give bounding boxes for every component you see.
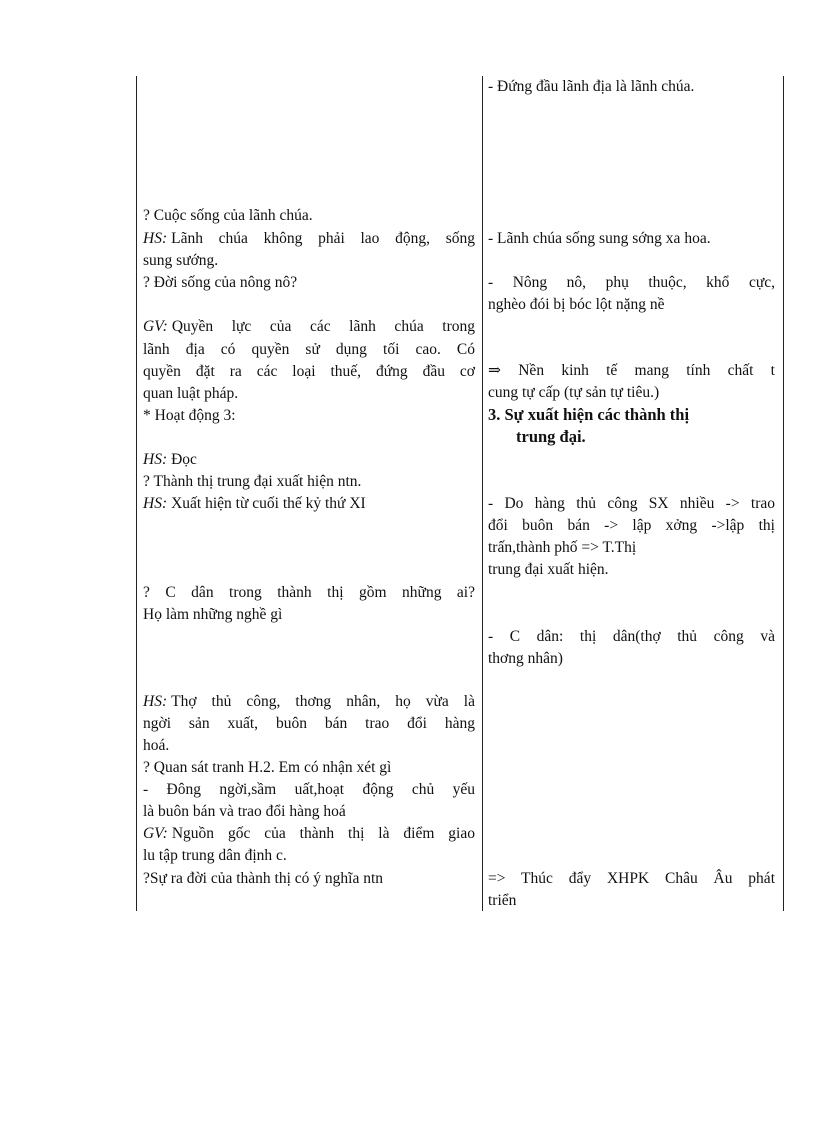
section-heading: 3. Sự xuất hiện các thành thị <box>488 405 690 424</box>
text-line: - Lãnh chúa sống sung sớng xa hoa. <box>488 230 711 247</box>
text-line: lãnh địa có quyền sử dụng tối cao. Có <box>143 341 475 358</box>
line-text: Thợ thủ công, thơng nhân, họ vừa là <box>171 693 475 710</box>
question-line: ?Sự ra đời của thành thị có ý nghĩa ntn <box>143 870 384 887</box>
text-line: => Thúc đẩy XHPK Châu Âu phát <box>488 870 775 887</box>
text-line: - Do hàng thủ công SX nhiều -> trao <box>488 495 775 512</box>
text-line: trung đại xuất hiện. <box>488 561 609 578</box>
text-line: ⇒ Nền kinh tế mang tính chất t <box>488 362 775 379</box>
teacher-note-line <box>143 823 475 845</box>
line-text: Đọc <box>171 451 197 468</box>
section-heading: trung đại. <box>516 427 586 446</box>
hs-label: HS: <box>143 693 168 710</box>
text-line: là buôn bán và trao đổi hàng hoá <box>143 803 346 820</box>
text-line: Họ làm những nghề gì <box>143 606 283 623</box>
text-line: đổi buôn bán -> lập xởng ->lập thị <box>488 517 775 534</box>
text-line: - Nông nô, phụ thuộc, khổ cực, <box>488 274 775 291</box>
line-text: Quyền lực của các lãnh chúa trong <box>171 318 475 335</box>
table-rule-left <box>136 76 137 911</box>
question-line: ? C dân trong thành thị gồm những ai? <box>143 584 475 601</box>
text-line: quan luật pháp. <box>143 385 239 402</box>
text-line: triển <box>488 892 517 909</box>
hs-label: HS: <box>143 451 168 468</box>
text-line: - Đông ngời,sầm uất,hoạt động chủ yếu <box>143 781 475 798</box>
question-line: ? Thành thị trung đại xuất hiện ntn. <box>143 473 362 490</box>
text-line: cung tự cấp (tự sản tự tiêu.) <box>488 384 660 401</box>
student-answer-line <box>143 691 475 713</box>
gv-label: GV: <box>143 318 168 335</box>
question-serf-life: ? Đời sống của nông nô? <box>143 274 298 291</box>
gv-label: GV: <box>143 825 168 842</box>
text-line: trấn,thành phố => T.Thị <box>488 539 637 556</box>
hs-label: HS: <box>143 495 168 512</box>
activity-heading: * Hoạt động 3: <box>143 407 236 424</box>
text-line: sung sướng. <box>143 252 219 269</box>
line-text: Xuất hiện từ cuối thế kỷ thứ XI <box>171 495 366 512</box>
hs-label: HS: <box>143 230 168 247</box>
text-line: lu tập trung dân định c. <box>143 847 287 864</box>
text-line: - Đứng đầu lãnh địa là lãnh chúa. <box>488 78 695 95</box>
student-answer-line <box>143 449 475 471</box>
question-lord-life: ? Cuộc sống của lãnh chúa. <box>143 207 313 224</box>
text-line: - C dân: thị dân(thợ thủ công và <box>488 628 775 645</box>
student-answer-line <box>143 493 475 515</box>
text-line: nghèo đói bị bóc lột nặng nề <box>488 296 665 313</box>
table-rule-right <box>783 76 784 911</box>
question-line: ? Quan sát tranh H.2. Em có nhận xét gì <box>143 759 392 776</box>
text-line: thơng nhân) <box>488 650 563 667</box>
line-text: Lãnh chúa không phải lao động, sống <box>171 230 475 247</box>
text-line: hoá. <box>143 737 170 754</box>
table-rule-middle <box>482 76 483 911</box>
teacher-note-line <box>143 316 475 338</box>
line-text: Nguồn gốc của thành thị là điểm giao <box>171 825 475 842</box>
student-answer-line <box>143 228 475 250</box>
text-line: ngời sản xuất, buôn bán trao đổi hàng <box>143 715 475 732</box>
text-line: quyền đặt ra các loại thuế, đứng đầu cơ <box>143 363 475 380</box>
